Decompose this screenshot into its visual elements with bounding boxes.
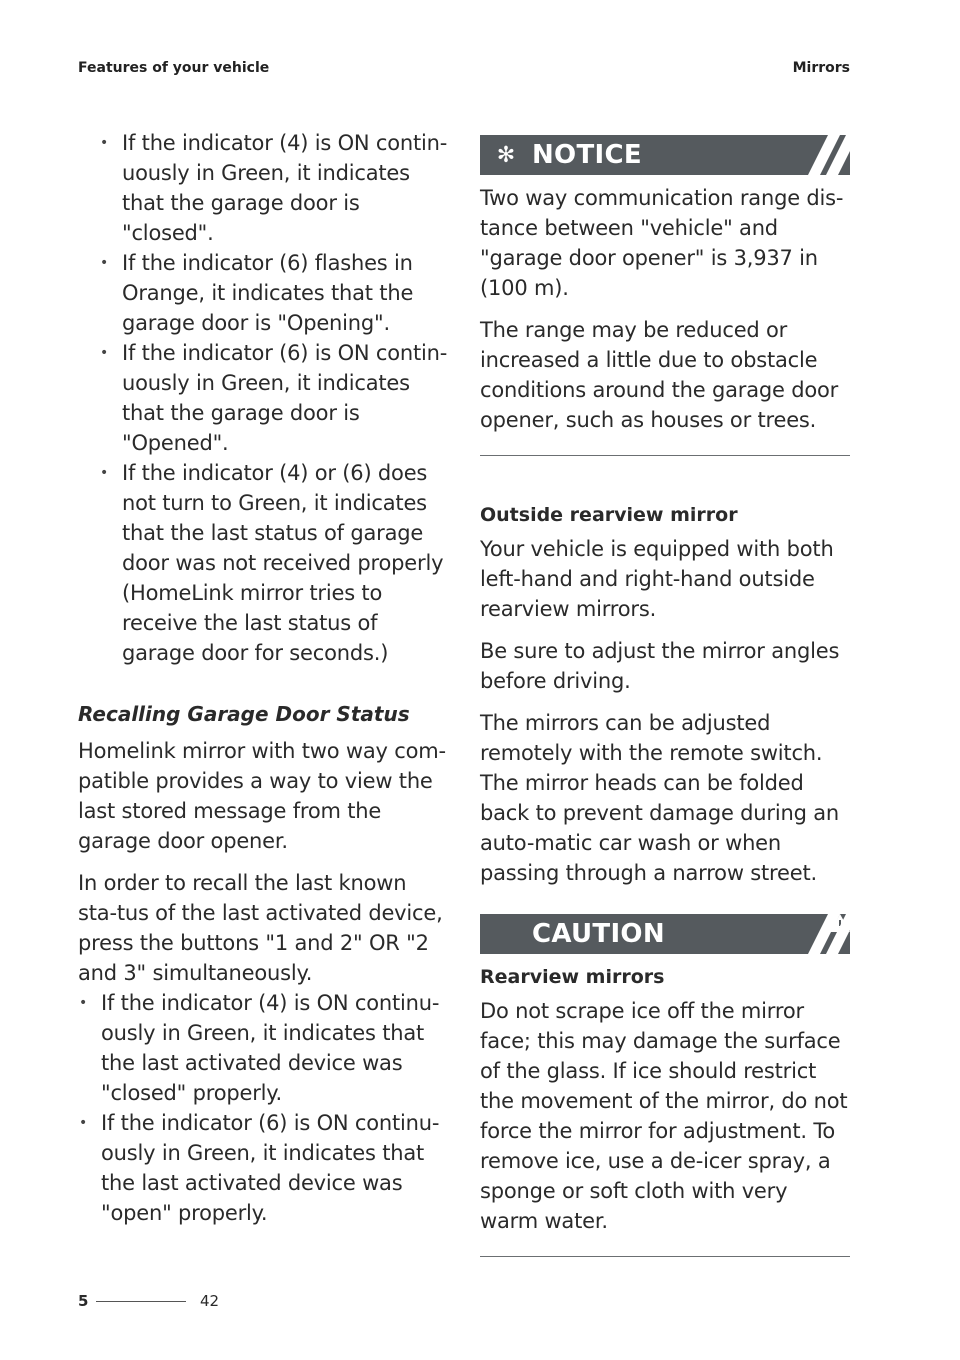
list-item: • If the indicator (4) or (6) does not turn to Green, it indicates that the last status of garage door was not received properly (HomeLink mirror tries to receive the last status of garage door for seconds.) (78, 458, 448, 668)
list-item: • If the indicator (4) is ON contin-uously in Green, it indicates that the garage door is "closed". (78, 128, 448, 248)
section-number: 5 (78, 1292, 89, 1310)
bullet-icon: • (100, 345, 109, 361)
stripes-icon (786, 914, 850, 954)
bullet-icon: • (100, 465, 109, 481)
running-header-right: Mirrors (792, 60, 850, 76)
caution-label: CAUTION (532, 919, 665, 949)
footer-rule (96, 1301, 186, 1302)
bullet-icon: • (79, 995, 88, 1011)
recall-paragraph: Homelink mirror with two way com-patible provides a way to view the last stored message from the garage door opener. (78, 739, 446, 853)
mirror-paragraph-1: Your vehicle is equipped with both left-hand and right-hand outside rearview mirrors. (480, 537, 834, 621)
recall-status-list (78, 988, 448, 1228)
bullet-icon: • (100, 135, 109, 151)
list-item: • If the indicator (6) is ON continu-ously in Green, it indicates that the last activated device was "open" properly. (78, 1108, 448, 1228)
page-footer (78, 1292, 219, 1310)
notice-label: NOTICE (532, 140, 642, 170)
caution-paragraph: Do not scrape ice off the mirror face; this may damage the surface of the glass. If ice should restrict the movement of the mirror, do not force the mirror for adjustment. To remove ice, use a de-icer spray, a sponge or soft cloth with very warm water. (480, 999, 848, 1233)
recall-instructions: In order to recall the last known sta-tus of the last activated device, press the buttons "1 and 2" OR "2 and 3" simultaneously. (78, 871, 443, 985)
notice-banner (480, 135, 850, 175)
caution-banner (480, 914, 850, 954)
mirror-paragraph-3: The mirrors can be adjusted remotely with the remote switch. The mirror heads can be folded back to prevent damage during an auto-matic car wash or when passing through a narrow street. (480, 711, 839, 885)
list-item: • If the indicator (6) flashes in Orange, it indicates that the garage door is "Opening". (78, 248, 448, 338)
list-item: • If the indicator (4) is ON continu-ously in Green, it indicates that the last activated device was "closed" properly. (78, 988, 448, 1108)
mirror-paragraph-2: Be sure to adjust the mirror angles before driving. (480, 639, 840, 693)
bullet-icon: • (79, 1115, 88, 1131)
notice-paragraph-1: Two way communication range dis-tance between "vehicle" and "garage door opener" is 3,937 in (100 m). (480, 186, 844, 300)
divider (480, 455, 850, 456)
bullet-icon: • (100, 255, 109, 271)
right-column (480, 128, 850, 1257)
garage-status-list (78, 128, 448, 668)
stripes-icon (786, 135, 850, 175)
divider (480, 1256, 850, 1257)
recall-heading: Recalling Garage Door Status (78, 702, 410, 726)
left-column (78, 128, 448, 1228)
page-number: 42 (200, 1292, 220, 1310)
mirror-heading: Outside rearview mirror (480, 504, 738, 526)
running-header-left: Features of your vehicle (78, 60, 270, 76)
notice-paragraph-2: The range may be reduced or increased a little due to obstacle conditions around the garage door opener, such as houses or trees. (480, 318, 839, 432)
asterisk-icon: ✻ (496, 142, 516, 168)
caution-heading: Rearview mirrors (480, 966, 665, 988)
list-item: • If the indicator (6) is ON contin-uously in Green, it indicates that the garage door is "Opened". (78, 338, 448, 458)
